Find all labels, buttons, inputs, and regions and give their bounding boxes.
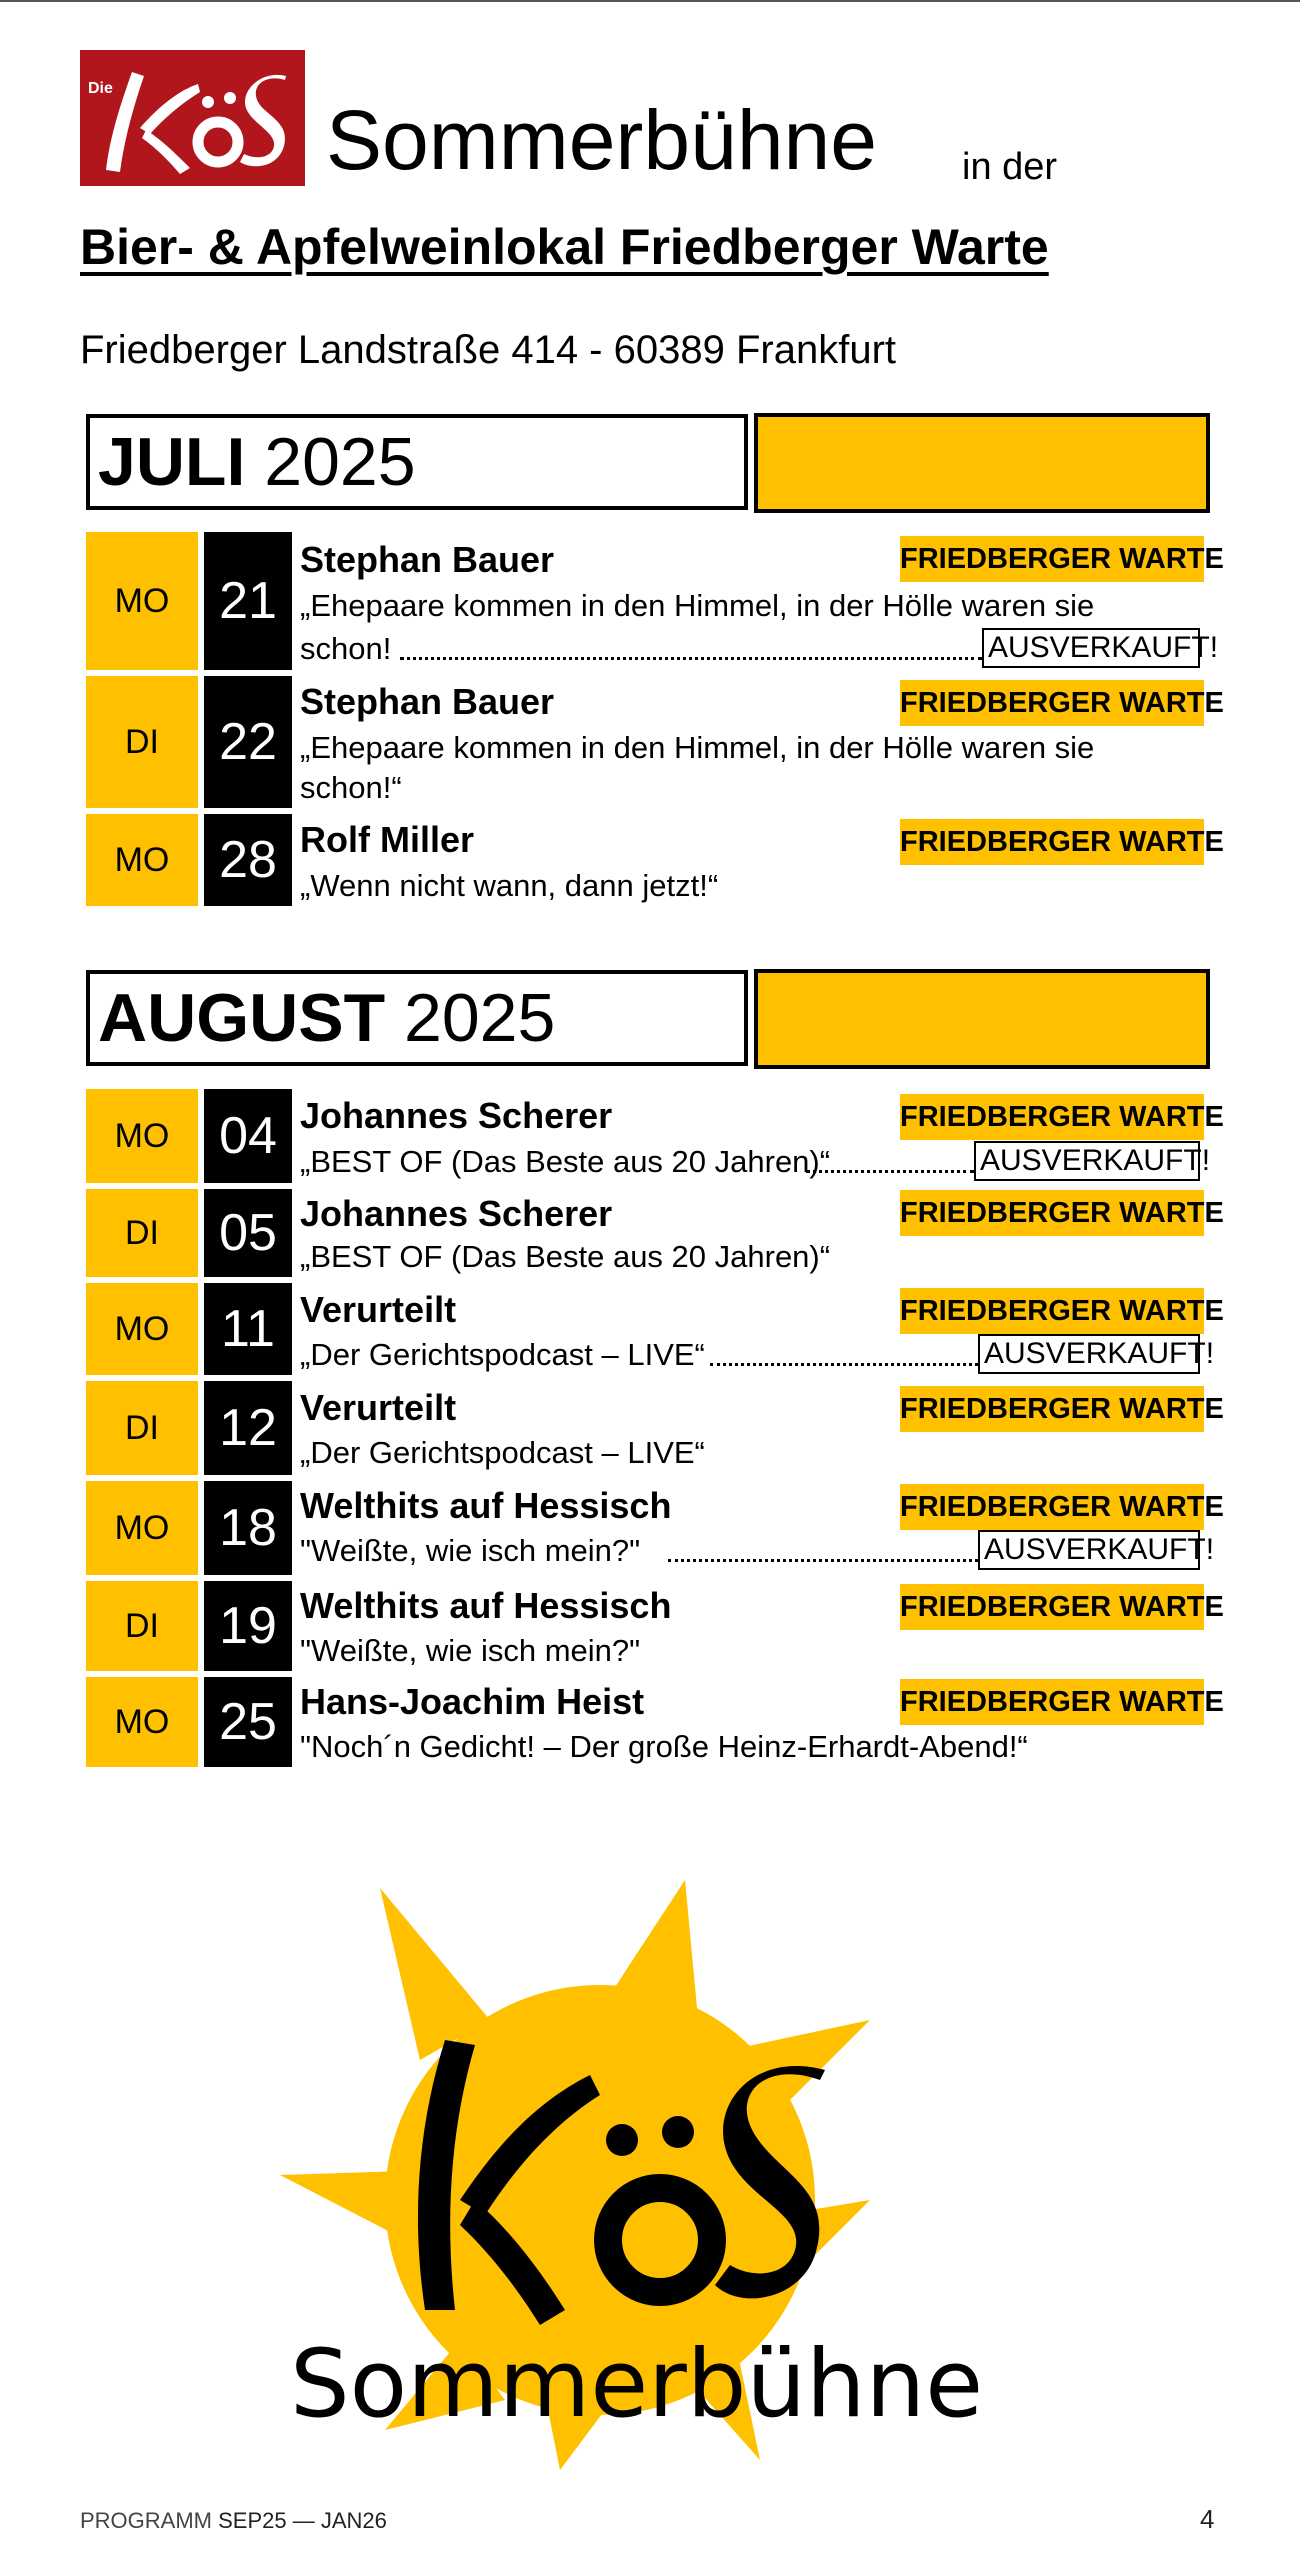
event-location-badge: FRIEDBERGER WARTE [900, 1386, 1204, 1432]
sun-logo-caption: Sommerbühne [290, 2330, 984, 2439]
event-day: MO [86, 1677, 198, 1767]
event-show-title: „Der Gerichtspodcast – LIVE“ [300, 1337, 705, 1372]
event-location-badge: FRIEDBERGER WARTE [900, 1484, 1204, 1530]
event-artist: Hans-Joachim Heist [300, 1681, 645, 1722]
sold-out-badge: AUSVERKAUFT! [974, 1141, 1200, 1181]
event-location-badge: FRIEDBERGER WARTE [900, 1584, 1204, 1630]
dot-leader [806, 1166, 974, 1173]
event-date: 05 [204, 1189, 292, 1277]
event-show-title: „Ehepaare kommen in den Himmel, in der Hölle waren sie [300, 730, 1095, 765]
event-location-badge: FRIEDBERGER WARTE [900, 1288, 1204, 1334]
event-artist: Welthits auf Hessisch [300, 1585, 672, 1626]
sold-out-badge: AUSVERKAUFT! [982, 628, 1200, 668]
month-header-august [86, 970, 748, 1066]
event-location-badge: FRIEDBERGER WARTE [900, 1679, 1204, 1725]
event-artist: Welthits auf Hessisch [300, 1485, 672, 1526]
event-date: 18 [204, 1481, 292, 1575]
event-date: 25 [204, 1677, 292, 1767]
event-location-badge: FRIEDBERGER WARTE [900, 1094, 1204, 1140]
month-year: 2025 [404, 980, 556, 1056]
event-day: MO [86, 1089, 198, 1183]
page-title: Sommerbühne [326, 93, 877, 187]
event-location-badge: FRIEDBERGER WARTE [900, 819, 1204, 865]
event-location-badge: FRIEDBERGER WARTE [900, 680, 1204, 726]
event-show-title: „BEST OF (Das Beste aus 20 Jahren)“ [300, 1144, 831, 1179]
event-day: DI [86, 1581, 198, 1671]
event-show-title-cont: schon!“ [300, 770, 402, 805]
footer-label: PROGRAMM [80, 2508, 212, 2533]
venue-name: Bier- & Apfelweinlokal Friedberger Warte [80, 219, 1049, 275]
event-day: DI [86, 1381, 198, 1475]
dot-leader [668, 1555, 978, 1562]
event-day: MO [86, 532, 198, 670]
event-artist: Johannes Scherer [300, 1193, 613, 1234]
page-number: 4 [1200, 2504, 1215, 2534]
event-show-title: „Der Gerichtspodcast – LIVE“ [300, 1435, 705, 1470]
event-show-title: „Ehepaare kommen in den Himmel, in der Hölle waren sie [300, 588, 1095, 623]
event-location-badge: FRIEDBERGER WARTE [900, 1190, 1204, 1236]
event-artist: Stephan Bauer [300, 681, 555, 722]
event-location-badge: FRIEDBERGER WARTE [900, 536, 1204, 582]
sold-out-badge: AUSVERKAUFT! [978, 1334, 1200, 1374]
event-date: 12 [204, 1381, 292, 1475]
month-year: 2025 [264, 424, 416, 500]
sold-out-badge: AUSVERKAUFT! [978, 1530, 1200, 1570]
event-date: 21 [204, 532, 292, 670]
event-day: DI [86, 1189, 198, 1277]
event-day: MO [86, 1481, 198, 1575]
title-suffix: in der [962, 146, 1058, 188]
event-artist: Johannes Scherer [300, 1095, 613, 1136]
event-date: 11 [204, 1283, 292, 1375]
event-date: 04 [204, 1089, 292, 1183]
event-day: MO [86, 1283, 198, 1375]
event-day: DI [86, 676, 198, 808]
month-color-block [754, 969, 1210, 1069]
month-name: JULI [98, 424, 246, 500]
event-show-title: „Wenn nicht wann, dann jetzt!“ [300, 868, 719, 903]
dot-leader [710, 1359, 978, 1366]
event-show-title-cont: schon! [300, 631, 392, 666]
event-artist: Stephan Bauer [300, 539, 555, 580]
month-name: AUGUST [98, 980, 386, 1056]
event-show-title: "Noch´n Gedicht! – Der große Heinz-Erhardt-Abend!“ [300, 1729, 1028, 1764]
footer-period: SEP25 — JAN26 [218, 2508, 387, 2533]
event-show-title: „BEST OF (Das Beste aus 20 Jahren)“ [300, 1239, 831, 1274]
event-date: 28 [204, 814, 292, 906]
kaes-logo [80, 50, 305, 186]
dot-leader [400, 653, 982, 660]
event-show-title: "Weißte, wie isch mein?" [300, 1633, 641, 1668]
month-header-juli [86, 414, 748, 510]
event-artist: Verurteilt [300, 1387, 457, 1428]
top-rule [0, 0, 1300, 2]
logo-prefix: Die [88, 80, 113, 97]
month-color-block [754, 413, 1210, 513]
event-artist: Verurteilt [300, 1289, 457, 1330]
footer-program [80, 2508, 387, 2534]
venue-address: Friedberger Landstraße 414 - 60389 Frankfurt [80, 328, 896, 372]
event-date: 19 [204, 1581, 292, 1671]
event-artist: Rolf Miller [300, 819, 475, 860]
sun-logo [260, 1870, 984, 2515]
event-day: MO [86, 814, 198, 906]
event-date: 22 [204, 676, 292, 808]
event-show-title: "Weißte, wie isch mein?" [300, 1533, 641, 1568]
